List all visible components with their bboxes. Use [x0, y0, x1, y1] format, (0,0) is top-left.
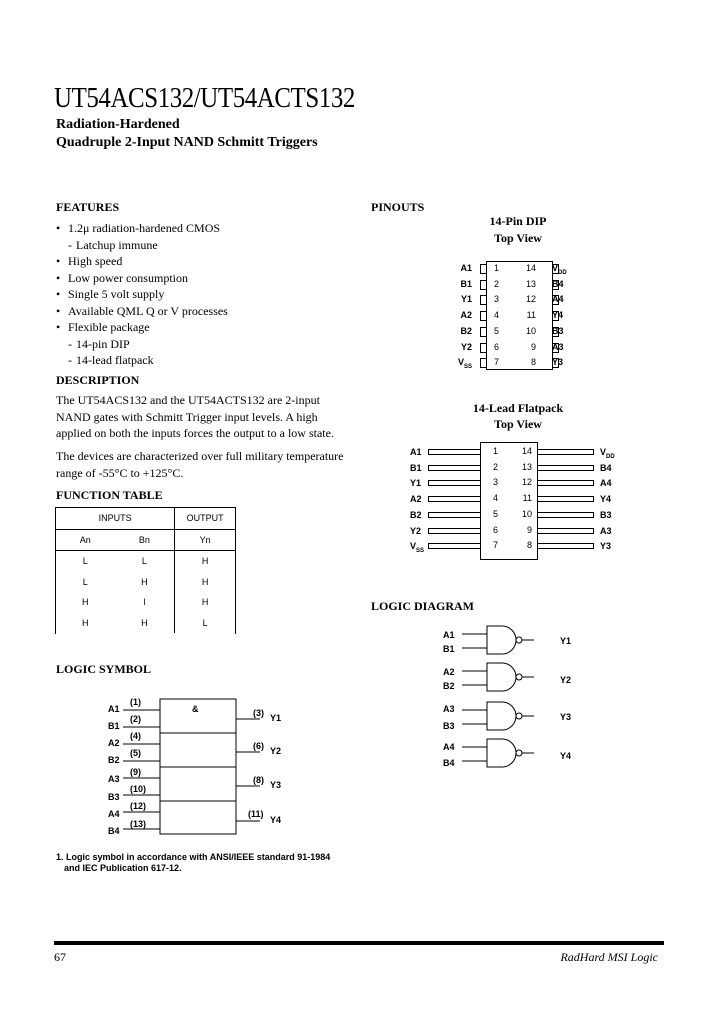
feature-bullet: - [68, 353, 72, 367]
pin-label [600, 526, 612, 536]
input-pin: (1) [130, 697, 141, 707]
dip-pin-lead [480, 327, 486, 337]
logic-symbol-heading: LOGIC SYMBOL [56, 662, 152, 676]
pin-name: B4 [600, 462, 612, 473]
feature-text: Latchup immune [76, 237, 158, 252]
feature-item [56, 254, 356, 271]
feature-item [56, 304, 356, 321]
features-heading: FEATURES [56, 200, 120, 214]
pin-label [600, 541, 611, 551]
description-heading: DESCRIPTION [56, 373, 140, 387]
pin-name: B4 [552, 278, 564, 289]
and-symbol: & [192, 704, 199, 714]
pin-label [552, 342, 564, 352]
flatpack-view-label: Top View [494, 417, 542, 431]
footer-rule [54, 941, 664, 945]
pin-name: Y2 [410, 525, 422, 536]
dip-pin-lead [480, 280, 486, 290]
pin-number: 4 [493, 493, 499, 504]
gate-input-label: A1 [443, 630, 455, 640]
feature-bullet: - [68, 336, 72, 351]
output-label: Y3 [270, 780, 282, 790]
input-label: A4 [108, 809, 120, 819]
pin-number: 6 [494, 341, 500, 352]
gate-output-label: Y2 [560, 675, 572, 685]
pin-number: 2 [494, 278, 500, 289]
flatpack-pin-lead [428, 512, 480, 518]
gate-input-label: A2 [443, 667, 455, 677]
flatpack-pin-lead [428, 465, 480, 471]
pin-name: B3 [600, 509, 612, 520]
table-cell: H [115, 572, 175, 593]
pin-label [461, 294, 472, 304]
input-pin: (4) [130, 731, 141, 741]
pin-name: B2 [410, 509, 422, 520]
subtitle-line-1: Radiation-Hardened [56, 117, 180, 132]
table-cell: H [82, 617, 89, 628]
feature-text: Available QML Q or V processes [68, 303, 228, 318]
input-label: A1 [108, 704, 120, 714]
flatpack-pin-lead [538, 528, 594, 534]
dip-pin-lead [480, 264, 486, 274]
pin-number: 14 [525, 263, 536, 273]
pin-number: 8 [530, 357, 536, 368]
feature-text: Single 5 volt supply [68, 287, 165, 301]
pin-label [552, 294, 564, 304]
pin-name: A4 [600, 478, 612, 489]
page-number: 67 [54, 950, 66, 964]
function-table [56, 508, 235, 633]
pin-number: 13 [525, 278, 536, 289]
nand-gate [487, 739, 516, 767]
pin-number: 5 [493, 508, 499, 519]
pin-number: 13 [521, 461, 532, 472]
pin-number: 11 [522, 493, 532, 504]
output-label: Y1 [270, 713, 282, 723]
inversion-bubble [516, 750, 522, 756]
function-table-heading: FUNCTION TABLE [56, 488, 163, 502]
function-table-frame [55, 507, 236, 634]
flatpack-pin-lead [428, 449, 480, 455]
pin-label [600, 463, 612, 473]
gate-output-label: Y1 [560, 636, 572, 646]
pin-label [600, 510, 612, 520]
features-list [56, 221, 356, 370]
nand-gate [487, 626, 516, 654]
pin-label [552, 326, 564, 336]
table-cell: L [82, 576, 88, 587]
feature-item [56, 353, 356, 370]
pin-label [460, 263, 472, 273]
dip-view-label: Top View [494, 231, 542, 245]
pin-name: Y3 [600, 541, 612, 552]
logic-symbol-note-1: 1. Logic symbol in accordance with ANSI/IEEE standard 91-1984 [56, 852, 331, 862]
flatpack-pin-lead [538, 543, 594, 549]
output-label: Y2 [270, 746, 282, 756]
pin-name: A4 [552, 294, 564, 305]
flatpack-pin-lead [538, 480, 594, 486]
pin-number: 1 [493, 446, 499, 456]
gate-output-label: Y4 [560, 751, 572, 761]
pin-name: A1 [460, 263, 472, 273]
feature-text: 14-lead flatpack [76, 353, 154, 367]
pin-name: Y3 [552, 357, 564, 368]
pin-label [410, 494, 422, 504]
pin-label [460, 310, 472, 320]
footer-section-label: RadHard MSI Logic [560, 950, 658, 964]
input-label: A3 [108, 774, 120, 784]
table-cell: L [202, 617, 208, 628]
pin-number: 7 [494, 357, 500, 368]
pin-number: 12 [521, 477, 532, 488]
dip-pin-lead [480, 358, 486, 368]
feature-text: Low power consumption [68, 270, 188, 285]
pin-number: 1 [494, 263, 500, 273]
pin-number: 5 [494, 325, 500, 336]
pin-name: B1 [460, 278, 472, 289]
pin-number: 11 [526, 310, 536, 321]
pin-label [460, 326, 472, 336]
output-pin: (3) [253, 708, 264, 718]
flatpack-package-diagram [400, 440, 640, 565]
flatpack-pin-lead [428, 480, 480, 486]
feature-item [56, 238, 356, 255]
flatpack-pin-lead [428, 528, 480, 534]
pin-name: B3 [552, 325, 564, 336]
gate-input-label: B4 [443, 758, 455, 768]
feature-item [56, 287, 356, 304]
input-pin: (12) [130, 801, 147, 811]
description-paragraph-2: The devices are characterized over full military temperature range of -55°C to +125°C. [56, 449, 344, 480]
feature-bullet: • [56, 320, 61, 334]
feature-item [56, 221, 356, 238]
output-pin: (8) [253, 775, 264, 785]
dip-pin-lead [480, 311, 486, 321]
pin-label [410, 463, 422, 473]
table-row [56, 551, 235, 572]
feature-bullet: • [56, 221, 61, 235]
logic-diagram-heading: LOGIC DIAGRAM [371, 599, 475, 613]
pin-number: 14 [521, 446, 532, 456]
pin-number: 3 [494, 294, 500, 305]
nand-gate [487, 702, 516, 730]
feature-bullet: • [56, 303, 61, 318]
feature-bullet: • [56, 287, 61, 301]
pinouts-heading: PINOUTS [371, 200, 425, 214]
input-label: B4 [108, 826, 120, 836]
pin-name: A3 [600, 525, 612, 536]
subtitle-line-2: Quadruple 2-Input NAND Schmitt Triggers [56, 135, 318, 150]
output-pin: (6) [253, 741, 264, 751]
feature-text: High speed [68, 254, 123, 268]
input-pin: (5) [130, 748, 141, 758]
pin-label [410, 447, 422, 457]
feature-item [56, 271, 356, 288]
pin-name: Y1 [410, 478, 422, 489]
pin-number: 7 [493, 540, 499, 551]
dip-title: 14-Pin DIP [489, 214, 547, 228]
logic-diagram-figure [430, 620, 590, 770]
table-cell: H [201, 597, 209, 608]
document-title: UT54ACS132/UT54ACTS132 [54, 82, 355, 114]
input-label: B2 [108, 755, 120, 765]
column-header: Yn [175, 529, 235, 551]
pin-label [552, 263, 567, 276]
output-label: Y4 [270, 815, 282, 825]
nand-gate [487, 663, 516, 691]
pin-label [410, 510, 422, 520]
pin-label [600, 447, 615, 460]
logic-symbol-figure [100, 690, 300, 840]
column-header: Bn [115, 529, 175, 551]
pin-name: Y2 [460, 341, 472, 352]
table-cell: H [82, 597, 89, 608]
pin-name: Y1 [460, 294, 472, 305]
pin-label [552, 357, 563, 367]
pin-name: B2 [460, 325, 472, 336]
inputs-group-header: INPUTS [56, 508, 175, 529]
pin-name-subscript: SS [416, 547, 425, 554]
pin-name: V [600, 447, 607, 457]
column-header: An [56, 529, 115, 551]
pin-number: 8 [526, 540, 532, 551]
dip-pin-lead [480, 295, 486, 305]
input-pin: (9) [130, 767, 141, 777]
input-label: A2 [108, 738, 120, 748]
pin-name: A2 [460, 310, 472, 321]
pin-label [461, 342, 472, 352]
table-cell: L [82, 556, 88, 567]
feature-text: 1.2μ radiation-hardened CMOS [68, 221, 221, 235]
pin-name: A2 [410, 494, 422, 505]
pin-label [552, 310, 563, 320]
pin-number: 6 [493, 524, 499, 535]
gate-output-label: Y3 [560, 712, 572, 722]
pin-number: 12 [525, 294, 536, 305]
pin-label [410, 526, 421, 536]
gate-input-label: B2 [443, 681, 455, 691]
pin-number: 9 [526, 524, 532, 535]
pin-number: 9 [530, 341, 536, 352]
table-row [56, 572, 235, 593]
description-paragraph-1: The UT54ACS132 and the UT54ACTS132 are 2-input NAND gates with Schmitt Trigger input levels. A high applied on both the inputs forces the output to a low state. [56, 393, 334, 440]
dip-package-diagram [440, 258, 600, 373]
pin-name: V [410, 541, 417, 552]
pin-label [410, 478, 421, 488]
pin-name: V [552, 263, 559, 273]
output-pin: (11) [248, 809, 264, 819]
feature-bullet: - [68, 237, 72, 252]
gate-input-label: B3 [443, 721, 455, 731]
feature-text: Flexible package [68, 320, 150, 334]
pin-name: V [457, 357, 464, 368]
flatpack-title: 14-Lead Flatpack [472, 401, 564, 415]
table-row [56, 613, 235, 634]
inversion-bubble [516, 713, 522, 719]
table-row [56, 592, 235, 613]
flatpack-pin-lead [538, 449, 594, 455]
logic-symbol-note-2: and IEC Publication 617-12. [64, 863, 182, 873]
pin-label [600, 494, 611, 504]
flatpack-pin-lead [538, 496, 594, 502]
pin-label [600, 478, 612, 488]
gate-input-label: A4 [443, 742, 455, 752]
gate-input-label: A3 [443, 704, 455, 714]
flatpack-pin-lead [538, 465, 594, 471]
pin-name-subscript: DD [558, 269, 567, 276]
pin-label [458, 357, 472, 370]
feature-item [56, 337, 356, 354]
table-cell: H [201, 556, 209, 567]
inversion-bubble [516, 674, 522, 680]
pin-name: Y4 [552, 310, 564, 321]
inversion-bubble [516, 637, 522, 643]
flatpack-pin-lead [538, 512, 594, 518]
input-label: B3 [108, 792, 120, 802]
gate-input-label: B1 [443, 644, 455, 654]
pin-number: 10 [525, 325, 536, 336]
pin-label [460, 279, 472, 289]
flatpack-pin-lead [428, 496, 480, 502]
feature-text: 14-pin DIP [76, 336, 130, 351]
pin-name-subscript: DD [606, 453, 615, 460]
pin-number: 3 [493, 477, 499, 488]
pin-number: 4 [494, 310, 500, 321]
pin-name: A1 [410, 447, 422, 457]
feature-item [56, 320, 356, 337]
table-cell: H [115, 613, 175, 634]
pin-number: 2 [493, 461, 499, 472]
input-pin: (2) [130, 714, 141, 724]
table-cell: l [115, 592, 175, 613]
flatpack-pin-lead [428, 543, 480, 549]
input-label: B1 [108, 721, 120, 731]
table-cell: H [201, 576, 209, 587]
pin-name: Y4 [600, 494, 612, 505]
input-pin: (13) [130, 819, 147, 829]
pin-label [410, 541, 424, 554]
feature-bullet: • [56, 270, 61, 285]
pin-number: 10 [521, 508, 532, 519]
table-cell: L [115, 551, 175, 572]
pin-name-subscript: SS [463, 363, 472, 370]
pin-name: B1 [410, 462, 422, 473]
pin-name: A3 [552, 341, 564, 352]
output-group-header: OUTPUT [175, 508, 235, 529]
dip-pin-lead [480, 343, 486, 353]
feature-bullet: • [56, 254, 61, 268]
input-pin: (10) [130, 784, 147, 794]
pin-label [552, 279, 564, 289]
